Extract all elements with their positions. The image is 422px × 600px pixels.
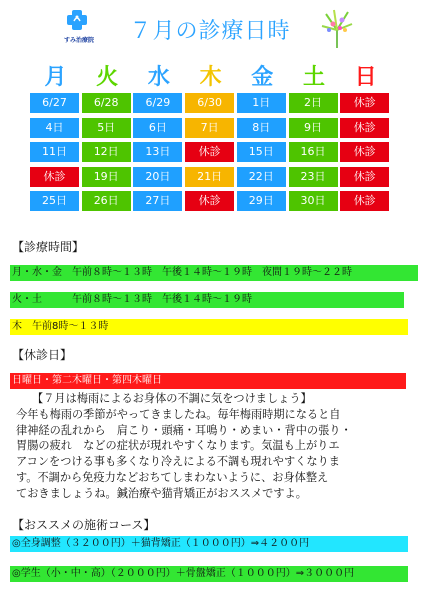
message-line: 律神経の乱れから 肩こり・頭痛・耳鳴り・めまい・背中の張り・ [16, 423, 352, 437]
calendar-cell: 20日 [133, 167, 182, 187]
closed-heading: 【休診日】 [12, 348, 73, 362]
course-student: ◎学生（小・中・高）（２０００円）＋骨盤矯正（１０００円）⇒３０００円 [10, 566, 408, 582]
calendar-cell: 6/30 [185, 93, 234, 113]
weekday-label: 日 [354, 65, 377, 90]
clinic-logo-text: すみ治療院 [63, 37, 94, 44]
calendar-cell-closed: 休診 [340, 167, 389, 187]
calendar-cell: 19日 [82, 167, 131, 187]
seasonal-message [16, 391, 412, 502]
calendar-cell: 2日 [289, 93, 338, 113]
calendar-cell-closed: 休診 [185, 142, 234, 162]
page-title: ７月の診療日時 [129, 19, 291, 44]
weekday-label: 水 [147, 65, 170, 90]
calendar-cell: 6/27 [30, 93, 79, 113]
calendar-cell: 26日 [82, 191, 131, 211]
weekday-label: 土 [302, 65, 325, 90]
calendar-cell-closed: 休診 [340, 93, 389, 113]
calendar-cell: 22日 [237, 167, 286, 187]
calendar-cell: 25日 [30, 191, 79, 211]
calendar-cell: 12日 [82, 142, 131, 162]
calendar-cell-closed: 休診 [30, 167, 79, 187]
calendar-cell: 4日 [30, 118, 79, 138]
clinic-logo [56, 8, 100, 48]
calendar-cell: 8日 [237, 118, 286, 138]
course-adult: ◎全身調整（３２００円）＋猫背矯正（１０００円）⇒４２００円 [10, 536, 408, 552]
calendar-cell: 6/29 [133, 93, 182, 113]
message-line: 【７月は梅雨によるお身体の不調に気をつけましょう】 [32, 392, 312, 405]
message-line: 今年も梅雨の季節がやってきましたね。毎年梅雨時期になると自 [16, 407, 341, 421]
calendar-cell: 1日 [237, 93, 286, 113]
calendar-cell-closed: 休診 [340, 191, 389, 211]
calendar-cell-closed: 休診 [185, 191, 234, 211]
hours-row-thu: 木 午前8時～１３時 [10, 319, 408, 335]
flower-icon [320, 8, 354, 48]
weekday-header [30, 60, 392, 88]
calendar-cell: 15日 [237, 142, 286, 162]
message-line: アコンをつける事も多くなり冷えによる不調も現れやすくなりま [16, 455, 340, 469]
message-line: ておきましょうね。鍼治療や猫背矯正がおススメですよ。 [16, 486, 307, 500]
calendar-cell: 16日 [289, 142, 338, 162]
calendar-cell: 27日 [133, 191, 182, 211]
calendar-cell: 30日 [289, 191, 338, 211]
clinic-logo-icon [64, 8, 90, 32]
hours-row-tue-sat: 火・土 午前８時～１３時 午後１４時～１９時 [10, 292, 404, 308]
weekday-label: 火 [96, 65, 119, 90]
weekday-label: 金 [251, 65, 274, 90]
calendar-cell: 21日 [185, 167, 234, 187]
calendar-cell: 29日 [237, 191, 286, 211]
calendar-cell-closed: 休診 [340, 142, 389, 162]
calendar-cell: 11日 [30, 142, 79, 162]
calendar-cell: 7日 [185, 118, 234, 138]
closed-days-band: 日曜日・第二木曜日・第四木曜日 [10, 373, 406, 389]
calendar-cell: 13日 [133, 142, 182, 162]
courses-heading: 【おススメの施術コース】 [12, 518, 156, 532]
calendar-cell: 6/28 [82, 93, 131, 113]
calendar-cell: 9日 [289, 118, 338, 138]
message-line: 胃腸の疲れ などの症状が現れやすくなります。気温も上がりエ [16, 439, 340, 453]
message-line: す。不調から免疫力などおちてしまわないように、お身体整え [16, 470, 329, 484]
weekday-label: 月 [44, 65, 67, 90]
calendar-cell: 23日 [289, 167, 338, 187]
hours-row-mon-wed-fri: 月・水・金 午前８時～１３時 午後１４時～１９時 夜間１９時～２２時 [10, 265, 418, 281]
calendar-cell: 6日 [133, 118, 182, 138]
weekday-label: 木 [199, 65, 222, 90]
calendar-cell-closed: 休診 [340, 118, 389, 138]
calendar-cell: 5日 [82, 118, 131, 138]
hours-heading: 【診療時間】 [12, 240, 85, 254]
